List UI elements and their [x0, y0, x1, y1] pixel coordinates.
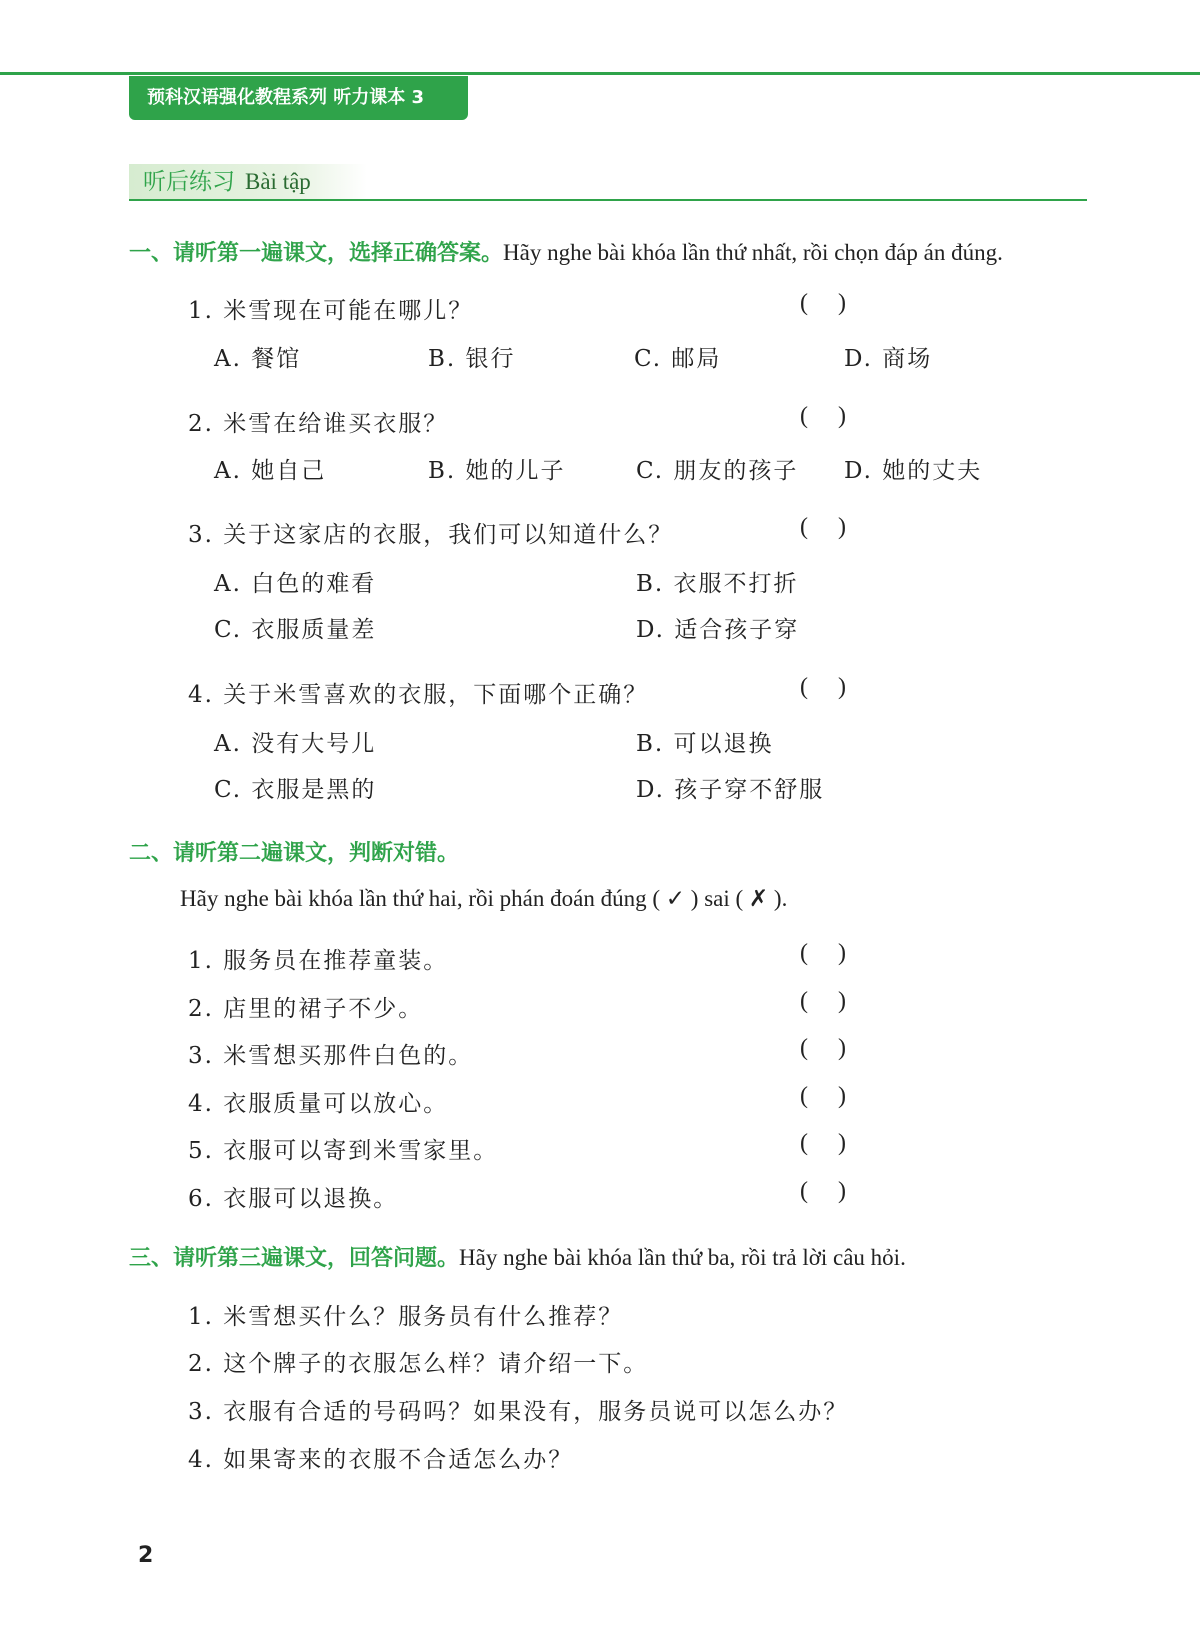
part2-instruction: Hãy nghe bài khóa lần thứ hai, rồi phán đoán đúng ( ✓ ) sai ( ✗ ).	[180, 886, 788, 911]
option-4a[interactable]: A. 没有大号儿	[214, 731, 377, 757]
series-header: 预科汉语强化教程系列 听力课本 3	[129, 76, 468, 120]
section-title-vi: Bài tập	[245, 169, 311, 194]
part1-question-1: 1. 米雪现在可能在哪儿？	[188, 298, 474, 324]
part1-question-2: 2. 米雪在给谁买衣服？	[188, 411, 449, 437]
part2-item-1: 1. 服务员在推荐童装。	[188, 948, 449, 974]
part2-item-6: 6. 衣服可以退换。	[188, 1186, 399, 1212]
answer-blank-3[interactable]: ( )	[800, 514, 846, 540]
judge-blank-1[interactable]: ( )	[800, 940, 846, 966]
page-number: 2	[138, 1543, 154, 1568]
option-1b[interactable]: B. 银行	[428, 346, 516, 372]
part3-question-4: 4. 如果寄来的衣服不合适怎么办？	[188, 1447, 574, 1473]
option-2c[interactable]: C. 朋友的孩子	[636, 458, 799, 484]
option-2b[interactable]: B. 她的儿子	[428, 458, 566, 484]
top-green-rule	[0, 72, 1200, 75]
part3-question-2: 2. 这个牌子的衣服怎么样？请介绍一下。	[188, 1351, 649, 1377]
judge-blank-2[interactable]: ( )	[800, 988, 846, 1014]
option-1c[interactable]: C. 邮局	[634, 346, 722, 372]
option-4c[interactable]: C. 衣服是黑的	[214, 777, 377, 803]
option-1d[interactable]: D. 商场	[844, 346, 933, 372]
section-divider	[129, 199, 1087, 201]
part2-item-2: 2. 店里的裙子不少。	[188, 996, 424, 1022]
part3-heading-zh: 三、请听第三遍课文，回答问题。	[129, 1246, 460, 1271]
answer-blank-4[interactable]: ( )	[800, 674, 846, 700]
part2-heading-zh: 二、请听第二遍课文，判断对错。	[129, 841, 460, 866]
judge-blank-5[interactable]: ( )	[800, 1130, 846, 1156]
option-3d[interactable]: D. 适合孩子穿	[636, 617, 800, 643]
option-1a[interactable]: A. 餐馆	[214, 346, 302, 372]
part1-heading-zh: 一、请听第一遍课文，选择正确答案。	[129, 241, 504, 266]
part3-question-1: 1. 米雪想买什么？服务员有什么推荐？	[188, 1304, 624, 1330]
part1-question-3: 3. 关于这家店的衣服，我们可以知道什么？	[188, 522, 674, 548]
part1-heading-vi: Hãy nghe bài khóa lần thứ nhất, rồi chọn đáp án đúng.	[503, 240, 1003, 265]
part2-heading	[129, 836, 459, 867]
judge-blank-4[interactable]: ( )	[800, 1083, 846, 1109]
option-3b[interactable]: B. 衣服不打折	[636, 571, 799, 597]
option-3c[interactable]: C. 衣服质量差	[214, 617, 377, 643]
part1-heading	[129, 236, 1003, 267]
part2-item-4: 4. 衣服质量可以放心。	[188, 1091, 449, 1117]
part1-question-4: 4. 关于米雪喜欢的衣服，下面哪个正确？	[188, 682, 649, 708]
part3-question-3: 3. 衣服有合适的号码吗？如果没有，服务员说可以怎么办？	[188, 1399, 849, 1425]
option-3a[interactable]: A. 白色的难看	[214, 571, 377, 597]
option-2a[interactable]: A. 她自己	[214, 458, 327, 484]
answer-blank-2[interactable]: ( )	[800, 403, 846, 429]
option-4d[interactable]: D. 孩子穿不舒服	[636, 777, 825, 803]
part3-heading	[129, 1241, 906, 1272]
judge-blank-3[interactable]: ( )	[800, 1035, 846, 1061]
part3-heading-vi: Hãy nghe bài khóa lần thứ ba, rồi trả lời câu hỏi.	[459, 1245, 906, 1270]
answer-blank-1[interactable]: ( )	[800, 290, 846, 316]
section-title-zh: 听后练习	[143, 169, 235, 195]
option-2d[interactable]: D. 她的丈夫	[844, 458, 983, 484]
option-4b[interactable]: B. 可以退换	[636, 731, 774, 757]
part2-item-5: 5. 衣服可以寄到米雪家里。	[188, 1138, 499, 1164]
part2-item-3: 3. 米雪想买那件白色的。	[188, 1043, 474, 1069]
judge-blank-6[interactable]: ( )	[800, 1178, 846, 1204]
section-title	[129, 164, 367, 200]
